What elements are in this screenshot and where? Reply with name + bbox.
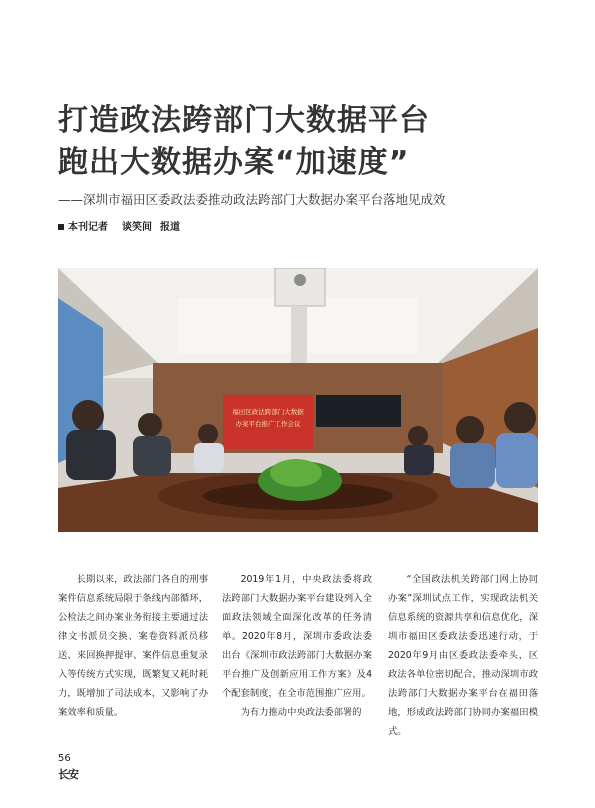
title-line-2: 跑出大数据办案“加速度” xyxy=(58,145,410,180)
paragraph: “全国政法机关跨部门网上协同办案”深圳试点工作，实现政法机关信息系统的资源共享和信息优化，深圳市福田区委政法委迅速行动，于2020年9月由区委政法委牵头，区政法各单位密切配合，推动深圳市政法跨部门大数据办案平台在福田落地，形成政法跨部门协同办案福田模式。 xyxy=(388,574,538,737)
byline-suffix: 报道 xyxy=(160,222,180,233)
body-column-1 xyxy=(58,570,208,722)
paragraph: 2019年1月，中央政法委将政法跨部门大数据办案平台建设列入全面政法领域全面深化改革的任务清单。2020年8月，深圳市委政法委出台《深圳市政法跨部门大数据办案平台推广及创新应用工作方案》及4个配套制度，在全市范围推广应用。 xyxy=(222,574,372,699)
page-number: 56 xyxy=(58,753,71,764)
body-column-3 xyxy=(388,570,538,741)
publication-logo: 长安 xyxy=(58,768,78,781)
article-title xyxy=(58,100,538,184)
meeting-room-illustration xyxy=(58,268,538,532)
screen-text-line-2: 办案平台推广工作会议 xyxy=(235,420,301,428)
meeting-photo xyxy=(58,268,538,532)
screen-text-line-1: 福田区政法跨部门大数据 xyxy=(232,408,304,416)
byline-author: 谈笑间 xyxy=(122,222,152,233)
square-bullet-icon xyxy=(58,224,64,230)
byline-prefix: 本刊记者 xyxy=(68,222,108,233)
byline xyxy=(58,218,180,233)
paragraph: 为有力推动中央政法委部署的 xyxy=(240,707,362,718)
paragraph: 长期以来，政法部门各自的刑事案件信息系统局限于条线内部循环，公检法之间办案业务衔接主要通过法律文书派员交换、案卷资料派员移送、来回换押提审、案件信息重复录入等传统方式实现，既繁复又耗时耗力，既增加了司法成本，又影响了办案效率和质量。 xyxy=(58,574,208,718)
body-column-2 xyxy=(222,570,372,722)
title-line-1: 打造政法跨部门大数据平台 xyxy=(58,103,430,138)
article-subtitle: ——深圳市福田区委政法委推动政法跨部门大数据办案平台落地见成效 xyxy=(58,192,446,207)
